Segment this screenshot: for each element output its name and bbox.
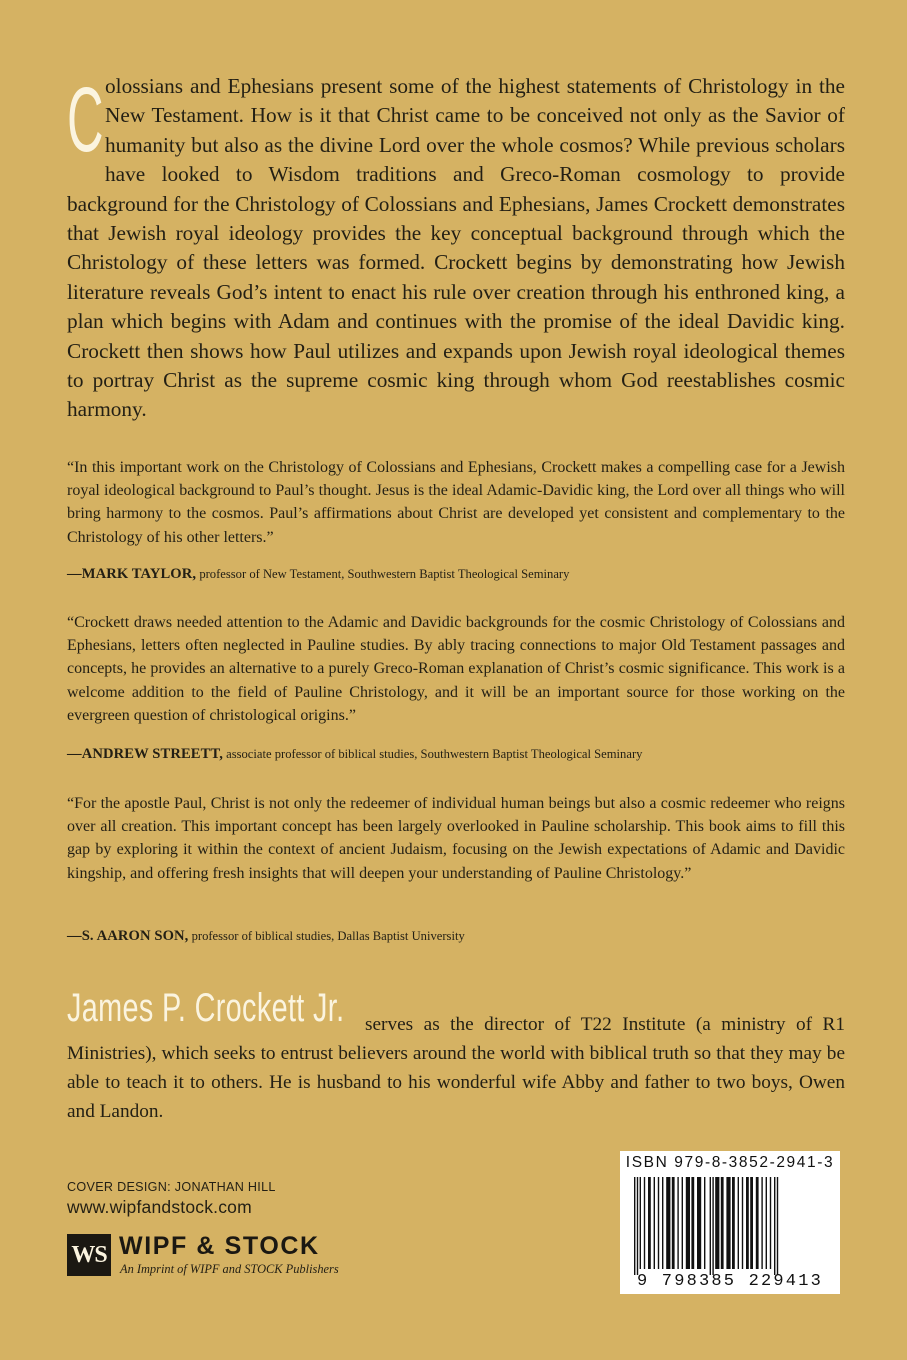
endorsement-attribution [67,928,857,944]
barcode-bar [666,1177,670,1269]
barcode-bar [710,1177,711,1275]
publisher-imprint: An Imprint of WIPF and STOCK Publishers [120,1262,339,1276]
author-name: James P. Crockett Jr. [67,986,345,1030]
book-description-text: olossians and Ephesians present some of the highest statements of Christology in the New Testament. How is it that Christ came to be conceived not only as the Savior of humanity but also as the divine Lord over the whole cosmos? While previous scholars have looked to Wisdom traditions and Greco-Roman cosmology to provide background for the Christology of Colossians and Ephesians, James Crockett demonstrates that Jewish royal ideology provides the key conceptual background through which the Christology of these letters was formed. Crockett begins by demonstrating how Jewish literature reveals God’s intent to enact his rule over creation through his enthroned king, a plan which begins with Adam and continues with the promise of the ideal Davidic king. Crockett then shows how Paul utilizes and expands upon Jewish royal ideological themes to portray Christ as the supreme cosmic king through whom God reestablishes cosmic harmony. [67,74,845,422]
barcode-bar [715,1177,719,1269]
endorsement-attribution [67,746,857,762]
barcode-bar [777,1177,778,1275]
endorser-title: professor of New Testament, Southwestern Baptist Theological Seminary [199,567,570,581]
endorsement-quote: “Crockett draws needed attention to the Adamic and Davidic backgrounds for the cosmic Christology of Colossians and Ephesians, letters often neglected in Pauline studies. By ably tracing connections to major Old Testament passages and concepts, he provides an alternative to a purely Greco-Roman explanation of Christ’s cosmic significance. This work is a welcome addition to the field of Pauline Christology, and it will be an important source for those working on the evergreen question of christological origins.” [67,614,845,724]
author-bio-text: serves as the director of T22 Institute (a ministry of R1 Ministries), which seeks to entrust believers around the world with biblical truth so that they may be able to teach it to others. He is husband to his wonderful wife Abby and father to two boys, Owen and Landon. [67,1014,845,1122]
barcode-bar [634,1177,635,1275]
barcode-bar [704,1177,705,1269]
barcode-digits: 9 798385 229413 [636,1272,824,1291]
barcode-bar [640,1177,641,1269]
barcode-bar [774,1177,775,1275]
barcode-bar [682,1177,683,1269]
endorser-name: —MARK TAYLOR, [67,566,197,582]
publisher-logo: WS [67,1234,111,1276]
barcode-bar [654,1177,655,1269]
barcode-bar [648,1177,651,1269]
barcode-bar [691,1177,694,1269]
endorsement-attribution [67,566,857,582]
endorsement-quote: “For the apostle Paul, Christ is not only the redeemer of individual human beings but also a cosmic redeemer who reigns over all creation. This important concept has been largely overlooked in Pauline scholarship. This book aims to fill this gap by exploring it within the context of ancient Judaism, focusing on the Jewish expectations of Adamic and Davidic kingship, and offering fresh insights that will deepen your understanding of Pauline Christology.” [67,795,845,882]
endorser-name: —ANDREW STREETT, [67,746,223,762]
author-bio [67,1010,845,1126]
isbn-barcode [620,1151,840,1294]
drop-cap: C [67,69,104,171]
endorser-name: —S. AARON SON, [67,928,189,944]
barcode-bar [637,1177,638,1275]
barcode-bar [756,1177,759,1269]
barcode-bar [658,1177,659,1269]
cover-design-credit: COVER DESIGN: JONATHAN HILL [67,1180,276,1194]
endorsement-quote: “In this important work on the Christology of Colossians and Ephesians, Crockett makes a compelling case for a Jewish royal ideological background to Paul’s thought. Jesus is the ideal Adamic-Davidic king, the Lord over all things who will bring harmony to the cosmos. Paul’s affirmations about Christ are developed yet consistent and complementary to the Christology of his other letters.” [67,459,845,546]
endorser-title: professor of biblical studies, Dallas Baptist University [191,929,465,943]
barcode-bar [697,1177,701,1269]
barcode-bar [712,1177,713,1275]
barcode-bar [766,1177,767,1269]
barcode-bar [732,1177,735,1269]
barcode-bar [672,1177,675,1269]
barcode-bar [662,1177,663,1269]
barcode-bar [726,1177,730,1269]
publisher-name: WIPF & STOCK [119,1232,320,1260]
barcode-bar [644,1177,645,1269]
barcode-bar [761,1177,762,1269]
publisher-website[interactable]: www.wipfandstock.com [67,1197,252,1217]
barcode-bar [686,1177,690,1269]
barcode-bar [742,1177,743,1269]
barcode-bar [750,1177,753,1269]
barcode-bar [746,1177,749,1269]
endorser-title: associate professor of biblical studies, Southwestern Baptist Theological Seminary [226,747,643,761]
book-description [67,69,845,425]
barcode-bar [677,1177,678,1269]
isbn-label: ISBN 979-8-3852-2941-3 [625,1154,835,1171]
barcode-bar [738,1177,739,1269]
barcode-bar [770,1177,771,1269]
barcode-bar [721,1177,724,1269]
